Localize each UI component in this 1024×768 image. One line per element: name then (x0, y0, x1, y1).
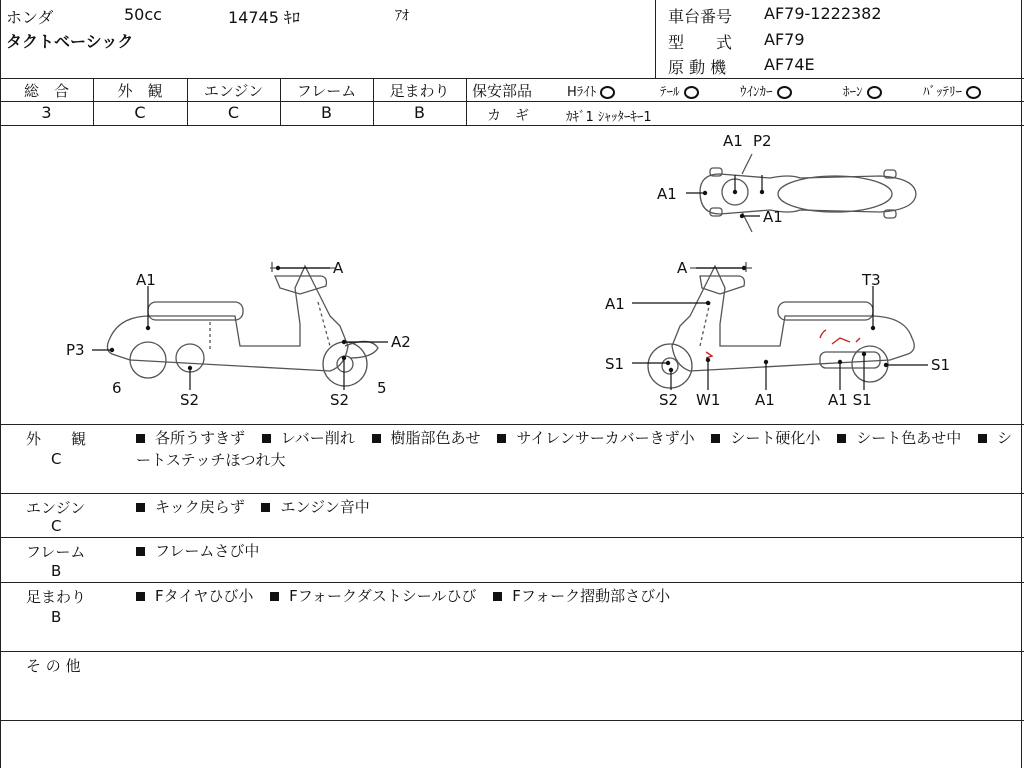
rule-suspension-bottom (0, 651, 1024, 652)
label-left-s2-a: S2 (180, 391, 200, 409)
rule-other-bottom (0, 720, 1024, 721)
issue-item: キック戻らず (136, 498, 245, 516)
label-left-6: 6 (112, 379, 122, 397)
label-right-a1: A1 (605, 295, 625, 313)
safety-item-label: ﾃｰﾙ (660, 85, 680, 100)
safety-item-label: Hﾗｲﾄ (567, 85, 597, 100)
rule-grade-col5 (466, 78, 467, 125)
safety-item-winker (740, 81, 792, 100)
scooter-top-view (700, 154, 916, 232)
detail-exterior-grade: C (51, 450, 62, 468)
grade-suspension-label: 足まわり (389, 82, 450, 100)
label-top-a1-lower: A1 (763, 208, 783, 226)
bullet-square-icon (978, 434, 987, 443)
type-value: AF79 (764, 30, 805, 49)
detail-exterior-items (136, 427, 1016, 471)
bullet-square-icon (372, 434, 381, 443)
detail-exterior-label: 外 観 (26, 430, 87, 448)
label-left-s2-b: S2 (330, 391, 350, 409)
detail-suspension-grade: B (51, 608, 62, 626)
label-top-p2: P2 (753, 132, 772, 150)
safety-item-horn (843, 81, 882, 100)
ok-circle-icon (966, 86, 981, 99)
safety-item-battery (923, 81, 981, 100)
rule-engine-bottom (0, 537, 1024, 538)
rule-header-divider (655, 0, 656, 78)
grade-overall: 3 (41, 103, 52, 122)
safety-label: 保安部品 (472, 82, 533, 100)
engine-value: AF74E (764, 55, 815, 74)
label-top-a1-left: A1 (657, 185, 677, 203)
grade-exterior-label: 外 観 (117, 82, 163, 100)
label-right-s1-right: S1 (931, 356, 951, 374)
detail-frame-items (136, 540, 1016, 562)
ok-circle-icon (777, 86, 792, 99)
model-name: タクトベーシック (6, 32, 134, 51)
issue-item: 樹脂部色あせ (372, 429, 481, 447)
ok-circle-icon (684, 86, 699, 99)
safety-item-tail (660, 81, 699, 100)
safety-item-headlight (567, 81, 615, 100)
grade-suspension: B (414, 103, 425, 122)
grade-exterior: C (134, 103, 146, 122)
issue-item: フレームさび中 (136, 542, 259, 560)
detail-engine-items (136, 496, 1016, 518)
mileage: 14745 ｷﾛ (228, 8, 300, 27)
label-right-w1: W1 (696, 391, 721, 409)
issue-item: Fフォーク摺動部さび小 (493, 587, 670, 605)
bullet-square-icon (497, 434, 506, 443)
detail-frame-label: フレーム (26, 543, 86, 561)
damage-diagram (0, 126, 1022, 423)
bullet-square-icon (136, 503, 145, 512)
grade-frame-label: フレーム (296, 82, 357, 100)
label-right-t3: T3 (862, 271, 881, 289)
key-label: カ ギ (487, 108, 529, 124)
ok-circle-icon (867, 86, 882, 99)
issue-item: 各所うすきず (136, 429, 245, 447)
issue-item: サイレンサーカバーきず小 (497, 429, 694, 447)
label-right-a1s1: A1 S1 (828, 391, 872, 409)
issue-item: シート色あせ中 (837, 429, 961, 447)
bullet-square-icon (136, 434, 145, 443)
grade-engine-label: エンジン (203, 82, 264, 100)
key-value: ｶｷﾞ1 ｼｬｯﾀｰｷｰ1 (566, 110, 652, 125)
frame-no-label: 車台番号 (668, 7, 733, 26)
bullet-square-icon (136, 592, 145, 601)
damage-mark-red (706, 352, 712, 358)
issue-item: エンジン音中 (261, 498, 369, 516)
rule-diagram-bottom (0, 424, 1024, 425)
label-right-s2: S2 (659, 391, 679, 409)
issue-item: Fフォークダストシールひび (270, 587, 476, 605)
label-left-a: A (333, 259, 344, 277)
label-left-a1: A1 (136, 271, 156, 289)
issue-item: レバー削れ (262, 429, 355, 447)
label-top-a1-upper: A1 (723, 132, 743, 150)
bullet-square-icon (136, 547, 145, 556)
label-right-a1-mid: A1 (755, 391, 775, 409)
safety-item-label: ﾎｰﾝ (843, 85, 863, 100)
label-left-p3: P3 (66, 341, 85, 359)
detail-suspension-label: 足まわり (26, 588, 87, 606)
safety-item-label: ﾊﾞｯﾃﾘｰ (923, 85, 962, 100)
label-right-a: A (677, 259, 688, 277)
label-left-5: 5 (377, 379, 387, 397)
type-label: 型 式 (668, 33, 733, 52)
rule-frame-bottom (0, 582, 1024, 583)
grade-overall-label: 総 合 (23, 82, 69, 100)
bullet-square-icon (837, 434, 846, 443)
detail-other-label: そ の 他 (26, 657, 81, 675)
maker: ホンダ (6, 8, 54, 27)
detail-engine-grade: C (51, 517, 62, 535)
issue-item: シートステッチほつれ大 (136, 429, 1012, 469)
detail-frame-grade: B (51, 562, 62, 580)
grade-frame: B (321, 103, 332, 122)
safety-item-label: ｳｲﾝｶｰ (740, 85, 773, 100)
bullet-square-icon (262, 434, 271, 443)
engine-label: 原 動 機 (668, 58, 727, 77)
issue-item: Fタイヤひび小 (136, 587, 253, 605)
rule-exterior-bottom (0, 493, 1024, 494)
displacement: 50cc (124, 5, 162, 24)
rule-header-bottom (0, 78, 1024, 79)
issue-item: シート硬化小 (711, 429, 820, 447)
label-right-s1-left: S1 (605, 355, 625, 373)
ok-circle-icon (600, 86, 615, 99)
frame-no: AF79-1222382 (764, 4, 882, 23)
damage-mark-red (820, 330, 860, 344)
bullet-square-icon (711, 434, 720, 443)
detail-suspension-items (136, 585, 1016, 607)
bullet-square-icon (270, 592, 279, 601)
bullet-square-icon (493, 592, 502, 601)
bullet-square-icon (261, 503, 270, 512)
color: ｱｵ (395, 8, 409, 24)
rule-grade-mid (0, 101, 1024, 102)
detail-engine-label: エンジン (26, 499, 86, 517)
grade-engine: C (227, 103, 240, 122)
label-left-a2: A2 (391, 333, 411, 351)
